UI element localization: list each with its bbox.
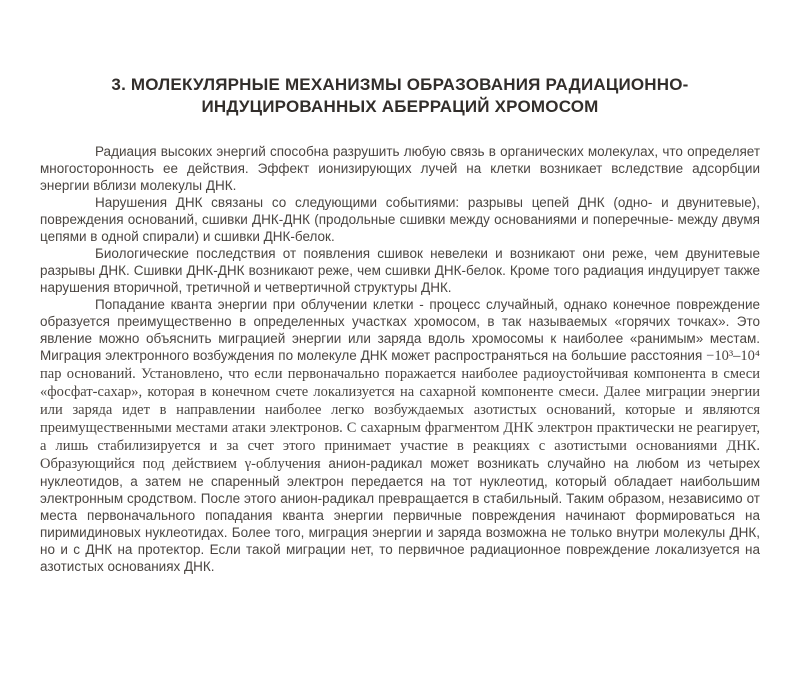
paragraph-dna-damage-events: Нарушения ДНК связаны со следующими событиями: разрывы цепей ДНК (одно- и двунитевые), повреждения оснований, сшивки ДНК-ДНК (продольные сшивки между основаниями и поперечные- между двумя цепями в одной спирали) и сшивки ДНК-белок. [40,195,760,244]
paragraph-radiation-energy: Радиация высоких энергий способна разрушить любую связь в органических молекулах, что определяет многосторонность ее действия. Эффект ионизирующих лучей на клетки возникает вследствие адсорбции энергии вблизи молекулы ДНК. [40,144,760,193]
paragraph-segment-sans-2: анион-радикал может возникать случайно на любом из четырех нуклеотидов, а затем не спаренный электрон передается на тот нуклеотид, который обладает наибольшим электронным сродством. После этого анион-радикал превращается в стабильный. Таким образом, независимо от места первоначального попадания кванта энергии первичные повреждения начинают формироваться на пиримидиновых нуклеотидах. Более того, миграция энергии и заряда возможна не только внутри молекулы ДНК, но и с ДНК на протектор. Если такой миграции нет, то первичное радиационное повреждение локализуется на азотистых основаниях ДНК. [40,456,760,574]
paragraph-segment-serif: −10³–10⁴ пар оснований. Установлено, что если первоначально поражается наиболее радиоустойчивая компонента в смеси «фосфат-сахар», которая в конечном счете локализуется на сахарной компоненте смеси. Далее миграции энергии или заряда идет в направлении наиболее легко возбуждаемых азотистых оснований, которые и являются преимущественными местами атаки электронов. С сахарным фрагментом ДНК электрон практически не реагирует, а лишь стабилизируется и за счет этого принимает участие в реакциях с азотистыми основаниями ДНК. Образующийся под действием γ-облучения [40,348,760,472]
paragraph-segment-sans-1: Попадание кванта энергии при облучении клетки - процесс случайный, однако конечное повреждение образуется преимущественно в определенных участках хромосом, в так называемых «горячих точках». Это явление можно объяснить миграцией энергии или заряда вдоль хромосомы к наиболее «ранимым» местам. Миграция электронного возбуждения по молекуле ДНК может распространяться на большие расстояния [40,297,760,363]
paragraph-energy-quantum-migration [40,296,760,575]
slide-title: 3. МОЛЕКУЛЯРНЫЕ МЕХАНИЗМЫ ОБРАЗОВАНИЯ РАДИАЦИОННО-ИНДУЦИРОВАННЫХ АБЕРРАЦИЙ ХРОМОСОМ [111,75,689,116]
paragraph-biological-consequences: Биологические последствия от появления сшивок невелеки и возникают они реже, чем двунитевые разрывы ДНК. Сшивки ДНК-ДНК возникают реже, чем сшивки ДНК-белок. Кроме того радиация индуцирует также нарушения вторичной, третичной и четвертичной структуры ДНК. [40,246,760,295]
slide-page [0,74,800,674]
slide-body [40,143,760,575]
